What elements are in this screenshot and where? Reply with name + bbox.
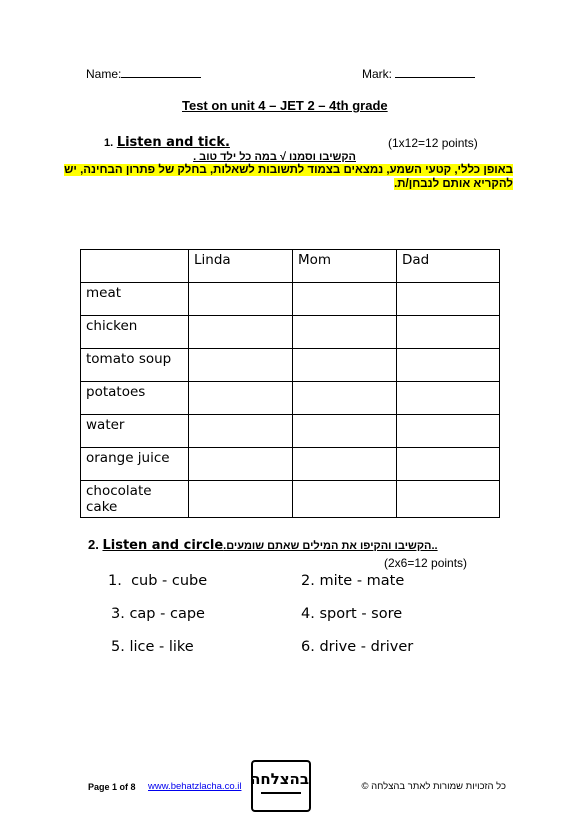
name-blank[interactable] bbox=[121, 77, 201, 78]
tick-cell[interactable] bbox=[189, 349, 293, 382]
tick-cell[interactable] bbox=[293, 415, 397, 448]
q1-points: (1x12=12 points) bbox=[388, 136, 478, 150]
food-label: chocolate cake bbox=[81, 481, 189, 518]
circle-item[interactable]: 1. cub - cube bbox=[108, 573, 208, 589]
tick-cell[interactable] bbox=[397, 382, 500, 415]
mark-blank[interactable] bbox=[395, 77, 475, 78]
circle-item[interactable]: 2. mite - mate bbox=[301, 573, 405, 589]
tick-cell[interactable] bbox=[293, 382, 397, 415]
header-cell bbox=[81, 250, 189, 283]
tick-cell[interactable] bbox=[293, 283, 397, 316]
table-row bbox=[81, 415, 500, 448]
header-cell: Dad bbox=[397, 250, 500, 283]
table-row bbox=[81, 481, 500, 518]
q2-points: (2x6=12 points) bbox=[384, 556, 468, 570]
food-label: meat bbox=[81, 283, 189, 316]
tick-cell[interactable] bbox=[293, 349, 397, 382]
tick-cell[interactable] bbox=[397, 316, 500, 349]
q1-heading: 1. Listen and tick. bbox=[104, 135, 230, 150]
website-link[interactable]: www.behatzlacha.co.il bbox=[148, 781, 242, 792]
food-label: orange juice bbox=[81, 448, 189, 481]
mark-field[interactable]: Mark: bbox=[362, 67, 475, 81]
tick-cell[interactable] bbox=[293, 316, 397, 349]
circle-item[interactable]: 3. cap - cape bbox=[111, 606, 205, 622]
food-label: chicken bbox=[81, 316, 189, 349]
logo-underline bbox=[261, 792, 301, 794]
tick-cell[interactable] bbox=[397, 349, 500, 382]
food-label: potatoes bbox=[81, 382, 189, 415]
table-row bbox=[81, 349, 500, 382]
q2-heading: 2. Listen and circle..הקשיבו והקיפו את המילים שאתם שומעים. bbox=[88, 537, 438, 553]
table-row bbox=[81, 382, 500, 415]
food-label: tomato soup bbox=[81, 349, 189, 382]
table-row bbox=[81, 316, 500, 349]
site-logo: בהצלחה bbox=[251, 760, 311, 812]
food-label: water bbox=[81, 415, 189, 448]
table-row bbox=[81, 283, 500, 316]
tick-cell[interactable] bbox=[293, 448, 397, 481]
page-title: Test on unit 4 – JET 2 – 4th grade bbox=[182, 98, 388, 113]
tick-cell[interactable] bbox=[293, 481, 397, 518]
q1-hebrew-instruction: הקשיבו וסמנו √ במה כל ילד טוב . bbox=[193, 151, 356, 163]
tick-cell[interactable] bbox=[189, 448, 293, 481]
q1-note-line2: להקריא אותם לנבחן/ת. bbox=[394, 178, 513, 190]
tick-cell[interactable] bbox=[397, 415, 500, 448]
header-cell: Linda bbox=[189, 250, 293, 283]
tick-table bbox=[80, 249, 500, 518]
tick-cell[interactable] bbox=[189, 316, 293, 349]
circle-item[interactable]: 4. sport - sore bbox=[301, 606, 403, 622]
tick-cell[interactable] bbox=[397, 481, 500, 518]
tick-cell[interactable] bbox=[189, 283, 293, 316]
circle-item[interactable]: 6. drive - driver bbox=[301, 639, 414, 655]
tick-cell[interactable] bbox=[189, 481, 293, 518]
name-field[interactable]: Name: bbox=[86, 67, 201, 81]
tick-cell[interactable] bbox=[397, 283, 500, 316]
table-row bbox=[81, 448, 500, 481]
table-header-row bbox=[81, 250, 500, 283]
copyright-text: כל הזכויות שמורות לאתר בהצלחה © bbox=[361, 781, 506, 792]
tick-cell[interactable] bbox=[397, 448, 500, 481]
circle-item[interactable]: 5. lice - like bbox=[111, 639, 194, 655]
tick-cell[interactable] bbox=[189, 382, 293, 415]
page-number: Page 1 of 8 bbox=[88, 782, 136, 792]
q1-note-line1: באופן כללי, קטעי השמע, נמצאים בצמוד לתשובות לשאלות, בחלק של פתרון הבחינה, יש bbox=[64, 164, 513, 176]
header-cell: Mom bbox=[293, 250, 397, 283]
tick-cell[interactable] bbox=[189, 415, 293, 448]
